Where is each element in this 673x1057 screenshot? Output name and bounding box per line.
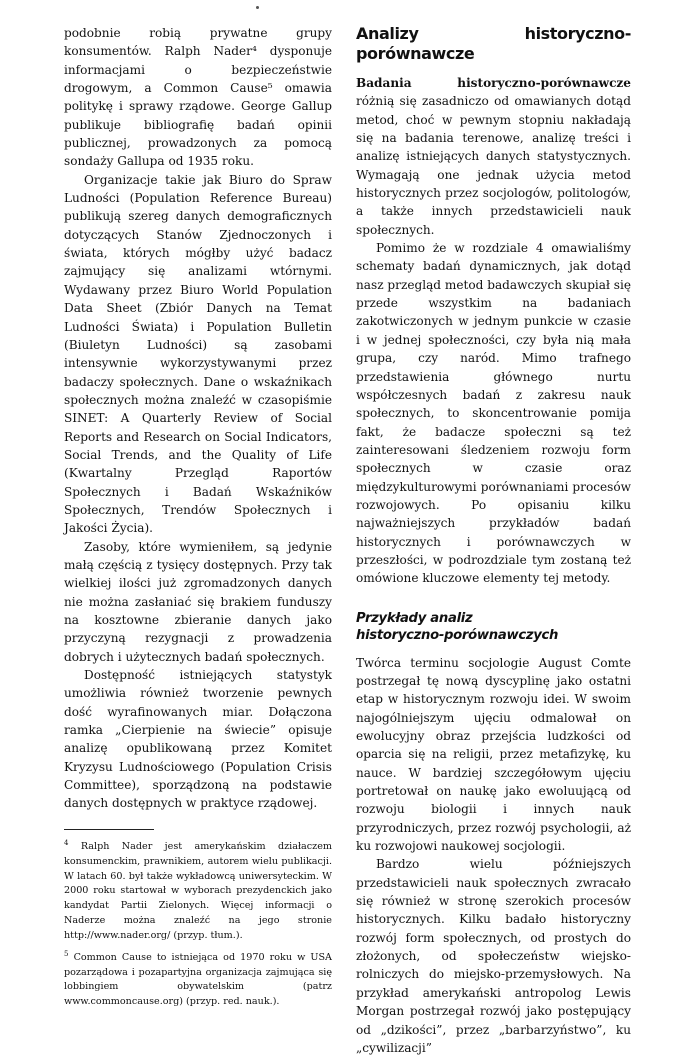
paragraph-1: podobnie robią prywatne grupy konsumentów. Ralph Nader⁴ dysponuje informacjami o bezpieczeństwie drogowym, a Common Cause⁵ omawia politykę i sprawy rządowe. George Gallup publikuje bibliografię badań opinii publicznej, prowadzonych za pomocą sondaży Gallupa od 1935 roku.: [64, 26, 332, 169]
scan-speck: [256, 6, 259, 9]
subsection-heading-line-1: Przykłady analiz: [356, 610, 473, 626]
paragraph-2-right: Pomimo że w rozdziale 4 omawialiśmy schematy badań dynamicznych, jak dotąd nasz przegląd metod badawczych skupiał się przede wszystkim na badaniach zakotwiczonych w jednym punkcie w czasie i w jednej społeczności, czy była nią mała grupa, czy naród. Mimo trafnego przedstawienia głównego nurtu współczesnych badań z zakresu nauk społecznych, to skoncentrowanie pomija fakt, że badacze społeczni są też zainteresowani śledzeniem rozwoju form społecznych w czasie oraz międzykulturowymi porównaniami procesów rozwojowych. Po opisaniu kilku najważniejszych przykładów badań historycznych i porównawczych w przeszłości, w podrozdziale tym zostaną też omówione kluczowe elementy tej metody.: [356, 241, 632, 586]
intro-paragraph: [356, 74, 631, 239]
section-heading: Analizy historyczno-porównawcze: [356, 24, 631, 63]
intro-lead: Badania historyczno-porównawcze: [356, 76, 631, 90]
subsection-heading: [356, 610, 631, 644]
intro-rest: różnią się zasadniczo od omawianych dotąd metod, choć w pewnym stopniu nakładają się na badania terenowe, analizę treści i analizę istniejących danych statystycznych. Wymagają one jednak użycia metod historycznych przez socjologów, politologów, a także innych przedstawicieli nauk społecznych.: [356, 94, 631, 237]
footnote-text: Common Cause to istniejąca od 1970 roku w USA pozarządowa i pozapartyjna organizacja zajmująca się lobbingiem obywatelskim (patrz www.commoncause.org) (przyp. red. nauk.).: [64, 951, 332, 1008]
footnote-5: [64, 947, 332, 1010]
footnote-4: [64, 836, 332, 944]
footnote-number: 5: [64, 949, 69, 958]
footnote-text: Ralph Nader jest amerykańskim działaczem konsumenckim, prawnikiem, autorem wielu publikacji. W latach 60. był także wykładowcą uniwersyteckim. W 2000 roku startował w wyborach prezydenckich jako kandydat Partii Zielonych. Więcej informacji o Naderze można znaleźć na jego stronie http://www.nader.org/ (przyp. tłum.).: [64, 840, 332, 941]
right-column: [356, 24, 631, 1057]
footnote-number: 4: [64, 838, 69, 847]
paragraph-2: Organizacje takie jak Biuro do Spraw Ludności (Population Reference Bureau) publikują szereg danych demograficznych dotyczących Stanów Zjednoczonych i świata, których mógłby użyć badacz zajmujący się analizami wtórnymi. Wydawany przez Biuro World Population Data Sheet (Zbiór Danych na Temat Ludności Świata) i Population Bulletin (Biuletyn Ludności) są zasobami intensywnie wykorzystywanymi przez badaczy społecznych. Dane o wskaźnikach społecznych można znaleźć w czasopiśmie SINET: A Quarterly Review of Social Reports and Research on Social Indicators, Social Trends, and the Quality of Life (Kwartalny Przegląd Raportów Społecznych i Badań Wskaźników Społecznych, Trendów Społecznych i Jakości Życia).: [64, 172, 332, 536]
paragraph-3-right: Twórca terminu socjologie August Comte postrzegał tę nową dyscyplinę jako ostatni etap w historycznym rozwoju idei. W swoim najogólniejszym ujęciu odmalował on ewolucyjny obraz przejścia ludzkości od oparcia się na religii, przez metafizykę, ku nauce. W bardziej szczegółowym ujęciu portretował on naukę jako ewoluującą od rozwoju biologii i innych nauk przyrodniczych, przez rozwój psychologii, aż ku rozwojowi naukowej socjologii.: [356, 655, 631, 854]
left-column: [64, 24, 332, 1013]
footnote-divider: [64, 829, 154, 830]
paragraph-3: Zasoby, które wymieniłem, są jedynie małą częścią z tysięcy dostępnych. Przy tak wielkiej ilości już zgromadzonych danych nie można zasłaniać się brakiem funduszy na kosztowne zbieranie danych jako przyczyną rezygnacji z prowadzenia dobrych i użytecznych badań społecznych.: [64, 539, 332, 664]
paragraph-4: Dostępność istniejących statystyk umożliwia również tworzenie pewnych dość wyrafinowanych miar. Dołączona ramka „Cierpienie na świecie” opisuje analizę opublikowaną przez Komitet Kryzysu Ludnościowego (Population Crisis Committee), sporządzoną na podstawie danych dostępnych w praktyce rządowej.: [64, 668, 332, 811]
paragraph-4-right: Bardzo wielu późniejszych przedstawicieli nauk społecznych zwracało się również w stronę szerokich procesów historycznych. Kilku badało historyczny rozwój form społecznych, od prostych do złożonych, od społeczeństw wiejsko-rolniczych do miejsko-przemysłowych. Na przykład amerykański antropolog Lewis Morgan postrzegał rozwój jako postępujący od „dzikości”, przez „barbarzyństwo”, ku „cywilizacji”: [356, 857, 631, 1055]
subsection-heading-line-2: historyczno-porównawczych: [356, 627, 559, 643]
